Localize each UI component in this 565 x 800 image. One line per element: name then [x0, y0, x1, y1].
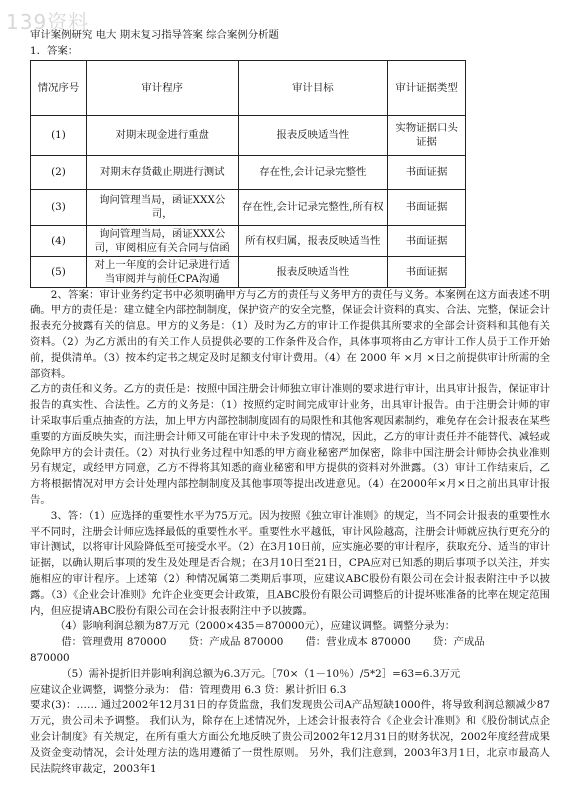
- answer-2-paragraph: 2、答案：审计业务约定书中必须明确甲方与乙方的责任与义务甲方的责任与义务。本案例在这方面表述不明确。甲方的责任是：建立健全内部控制制度，保护资产的安全完整，保证会计资料的真实、合法、完整，保证会计报表充分披露有关的信息。甲方的义务是：（1）及时为乙方的审计工作提供其所要求的全部会计资料和其他有关资料。（2）为乙方派出的有关工作人员提供必要的工作条件及合作，具体事项将由乙方审计工作人员于工作开始前，提供清单。（3）按本约定书之规定及时足额支付审计费用。（4）在 2000 年 ×月 ×日之前提供审计所需的全部资料。: [30, 288, 550, 380]
- table-cell: 所有权归属，报表反映适当性: [238, 225, 388, 256]
- journal-entry: 贷：产成品 870000: [188, 636, 284, 649]
- answer-3-item-4: （4）影响利润总额为87万元（2000×435＝870000元），应建议调整。调整分录为：: [54, 620, 456, 633]
- table-cell: (3): [31, 189, 87, 225]
- answer-3-section: [30, 509, 550, 778]
- table-cell: 询问管理当局，函证XXX公司，: [86, 189, 238, 225]
- table-header-row: [31, 60, 466, 115]
- table-cell: (2): [31, 155, 87, 189]
- table-cell: 对期末存货截止期进行测试: [86, 155, 238, 189]
- document-page: [30, 28, 550, 777]
- audit-table: [30, 60, 466, 288]
- table-cell: (4): [31, 225, 87, 256]
- header-cell: 情况序号: [31, 60, 87, 115]
- answer-3-item-5: （5）需补提折旧并影响利润总额为6.3万元。［70×（1－10％）/5*2］=63=6.3万元: [61, 667, 461, 680]
- page-title: 审计案例研究 电大 期末复习指导答案 综合案例分析题: [30, 29, 279, 41]
- table-cell: 对上一年度的会计记录进行适当审阅并与前任CPA沟通: [86, 256, 238, 287]
- table-cell: 询问管理当局，函证XXX公司，审阅相应有关合同与信函: [86, 225, 238, 256]
- table-cell: 书面证据: [388, 225, 466, 256]
- answer-3-requirement-3: 要求(3)：…… 通过2002年12月31日的存货监盘，我们发现贵公司A产品短缺1000件，将导致利润总额减少87万元，贵公司未予调整。 我们认为，除存在上述情况外，上述会计报表符合《企业会计准则》和《股份制试点企业会计制度》有关规定，在所有重大方面公允地反映了贵公司2002年12月31日的财务状况，2002年度经营成果及资金变动情况，会计处理方法的选用遵循了一贯性原则。 另外，我们注意到，2003年3月1日，北京市最高人民法院终审裁定，2003年1: [30, 699, 550, 775]
- answer-3-paragraph: 3、答：（1）应选择的重要性水平为75万元。因为按照《独立审计准则》的规定，当不同会计报表的重要性水平不同时，注册会计师应选择最低的重要性水平。重要性水平越低，审计风险越高，注册会计师就应执行更充分的审计测试，以将审计风险降低至可接受水平。（2）在3月10日前，应实施必要的审计程序，获取充分、适当的审计证据，以确认期后事项的发生及处理是否合规；在3月10日至21日，CPA应对已知悉的期后事项予以关注，并实施相应的审计程序。上述第（2）种情况属第二类期后事项，应建议ABC股份有限公司在会计报表附注中予以披露。（3）《企业会计准则》允许企业变更会计政策，且ABC股份有限公司调整后的计提坏账准备的比率在规定范围内，但应提请ABC股份有限公司在会计报表附注中予以披露。: [30, 509, 551, 617]
- answer-2-section: [30, 288, 550, 509]
- table-cell: (5): [31, 256, 87, 287]
- journal-entry: 借：营业成本 870000: [305, 636, 411, 649]
- table-row: [31, 256, 466, 287]
- answer-3-item-5-entry: 应建议企业调整，调整分录为： 借：管理费用 6.3 贷：累计折旧 6.3: [30, 683, 347, 696]
- table-cell: 报表反映适当性: [238, 256, 388, 287]
- table-cell: 书面证据: [388, 155, 466, 189]
- table-cell: 报表反映适当性: [238, 115, 388, 155]
- answer-2-paragraph: 乙方的责任和义务。乙方的责任是：按照中国注册会计师独立审计准则的要求进行审计，出具审计报告，保证审计报告的真实性、合法性。乙方的义务是：（1）按照约定时间完成审计业务，出具审计报告。由于注册会计师的审计采取事后重点抽查的方法，加上甲方内部控制制度固有的局限性和其他客观因素制约，难免存在会计报表在某些重要的方面反映失实，而注册会计师又可能在审计中未予发现的情况，因此，乙方的审计责任并不能替代、减轻或免除甲方的会计责任。（2）对执行业务过程中知悉的甲方商业秘密严加保密，除非中国注册会计师协会执业准则另有规定，或经甲方同意，乙方不得将其知悉的商业秘密和甲方提供的资料对外泄露。（3）审计工作结束后，乙方将根据情况对甲方会计处理内部控制制度及其他事项等提出改进意见。（4）在2000年×月×日之前出具审计报告。: [30, 383, 550, 506]
- header-cell: 审计目标: [238, 60, 388, 115]
- watermark: 139资料: [6, 10, 90, 34]
- header-cell: 审计证据类型: [388, 60, 466, 115]
- table-cell: 实物证据口头证据: [388, 115, 466, 155]
- table-cell: 书面证据: [388, 189, 466, 225]
- header-cell: 审计程序: [86, 60, 238, 115]
- table-cell: 对期末现金进行重盘: [86, 115, 238, 155]
- table-cell: 存在性,会计记录完整性: [238, 155, 388, 189]
- table-row: [31, 225, 466, 256]
- journal-entry: 贷：产成品: [432, 636, 485, 649]
- table-cell: 书面证据: [388, 256, 466, 287]
- table-cell: (1): [31, 115, 87, 155]
- journal-entry: 借：管理费用 870000: [61, 636, 167, 649]
- journal-amount: 870000: [30, 651, 70, 664]
- journal-entries: [30, 635, 550, 651]
- table-row: [31, 115, 466, 155]
- table-row: [31, 155, 466, 189]
- table-row: [31, 189, 466, 225]
- table-cell: 存在性,会计记录完整性,所有权: [238, 189, 388, 225]
- answer-1-label: 1．答案：: [30, 44, 79, 57]
